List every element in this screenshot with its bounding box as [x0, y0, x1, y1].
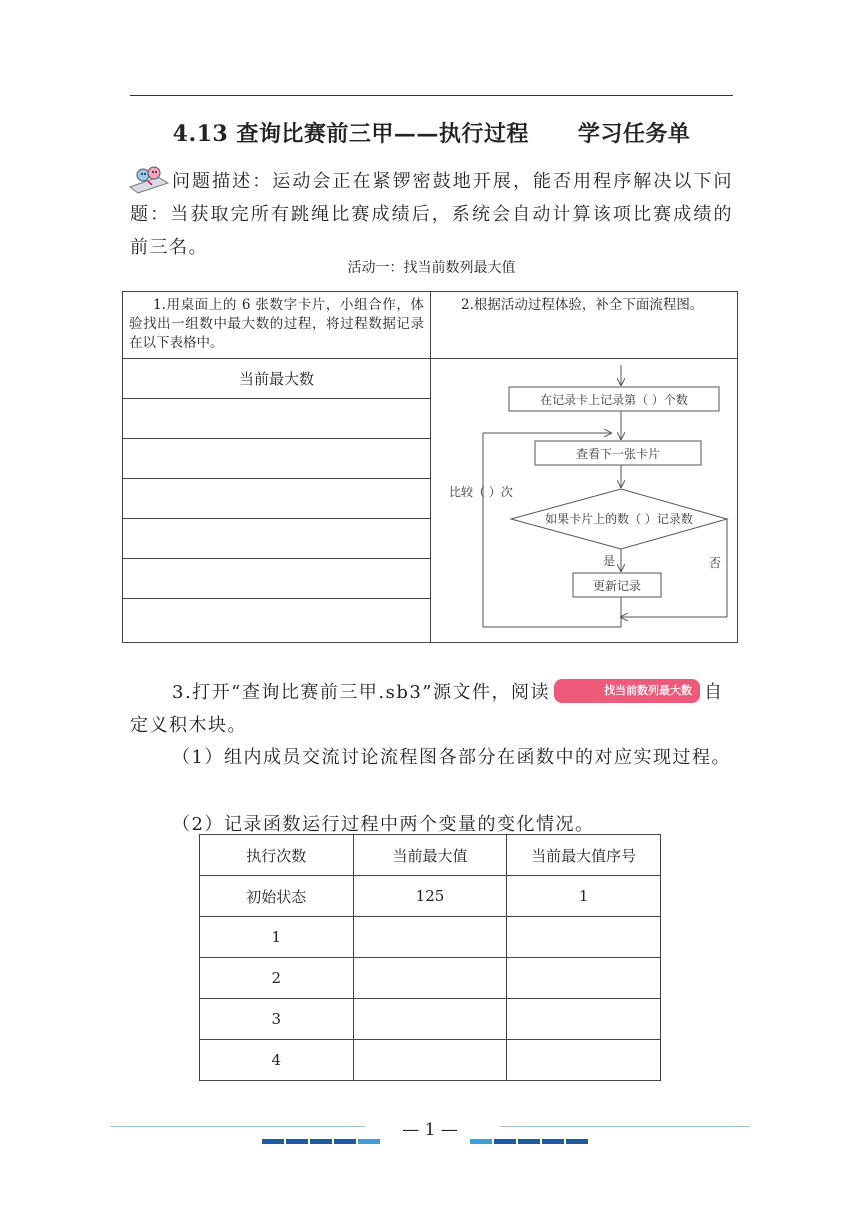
- table-cell: 4: [200, 1040, 354, 1081]
- loop-label: 比较（ ）次: [449, 485, 513, 499]
- table-cell[interactable]: [353, 958, 507, 999]
- record-row[interactable]: [123, 599, 430, 639]
- record-row[interactable]: [123, 439, 430, 479]
- step3-text-after: 自定义积木块。: [130, 682, 724, 736]
- table-cell: 1: [200, 917, 354, 958]
- table-cell[interactable]: [507, 917, 661, 958]
- record-row[interactable]: [123, 479, 430, 519]
- column-header: 执行次数: [200, 835, 354, 876]
- sub-step-1: （1）组内成员交流讨论流程图各部分在函数中的对应实现过程。: [172, 747, 731, 768]
- table-cell: 2: [200, 958, 354, 999]
- footer-rule-right: [500, 1126, 750, 1127]
- header-rule: [130, 95, 733, 96]
- table-cell[interactable]: [507, 1040, 661, 1081]
- step2-text: 2.根据活动过程体验，补全下面流程图。: [461, 297, 704, 313]
- activity-table: [122, 291, 738, 643]
- table-row: [200, 958, 661, 999]
- record-row[interactable]: [123, 559, 430, 599]
- page-title: 4.13 查询比赛前三甲——执行过程 学习任务单: [172, 121, 691, 147]
- sub-step-2: （2）记录函数运行过程中两个变量的变化情况。: [172, 814, 595, 835]
- flow-box-2-label: 查看下一张卡片: [575, 447, 661, 461]
- table-cell[interactable]: [507, 999, 661, 1040]
- problem-description: 问题描述：运动会正在紧锣密鼓地开展，能否用程序解决以下问题：当获取完所有跳绳比赛成绩后，系统会自动计算该项比赛成绩的前三名。: [130, 171, 733, 258]
- table-cell: 3: [200, 999, 354, 1040]
- step3-paragraph: [130, 676, 733, 742]
- table-cell: 初始状态: [200, 876, 354, 917]
- table-row: [200, 1040, 661, 1081]
- no-label: 否: [709, 556, 722, 570]
- flow-box-1-label: 在记录卡上记录第（ ）个数: [540, 393, 688, 407]
- custom-block-pill: 找当前数列最大数: [554, 679, 700, 703]
- page-number: — 1 —: [402, 1120, 458, 1140]
- flow-box-3-label: 更新记录: [592, 579, 642, 593]
- yes-label: 是: [603, 554, 616, 568]
- table-row: [200, 876, 661, 917]
- step3-text-before: 3.打开“查询比赛前三甲.sb3”源文件，阅读: [172, 682, 551, 703]
- footer-rule-left: [110, 1126, 365, 1127]
- table-cell[interactable]: [353, 917, 507, 958]
- step1-text: 1.用桌面上的 6 张数字卡片，小组合作，体验找出一组数中最大数的过程，将过程数据记录在以下表格中。: [129, 297, 424, 351]
- flow-decision-label: 如果卡片上的数（ ）记录数: [545, 512, 693, 526]
- table-cell[interactable]: [353, 1040, 507, 1081]
- table-cell[interactable]: [507, 958, 661, 999]
- column-header: 当前最大值序号: [507, 835, 661, 876]
- table-cell: 1: [507, 876, 661, 917]
- table-row: [200, 917, 661, 958]
- record-row[interactable]: [123, 519, 430, 559]
- record-row[interactable]: [123, 399, 430, 439]
- flowchart: [431, 359, 737, 641]
- activity1-title: 活动一：找当前数列最大值: [347, 260, 516, 276]
- table-cell[interactable]: [353, 999, 507, 1040]
- table-row: [200, 999, 661, 1040]
- table-cell: 125: [353, 876, 507, 917]
- column-header: 当前最大值: [353, 835, 507, 876]
- record-header: 当前最大数: [123, 359, 430, 399]
- variable-table: [199, 834, 661, 1081]
